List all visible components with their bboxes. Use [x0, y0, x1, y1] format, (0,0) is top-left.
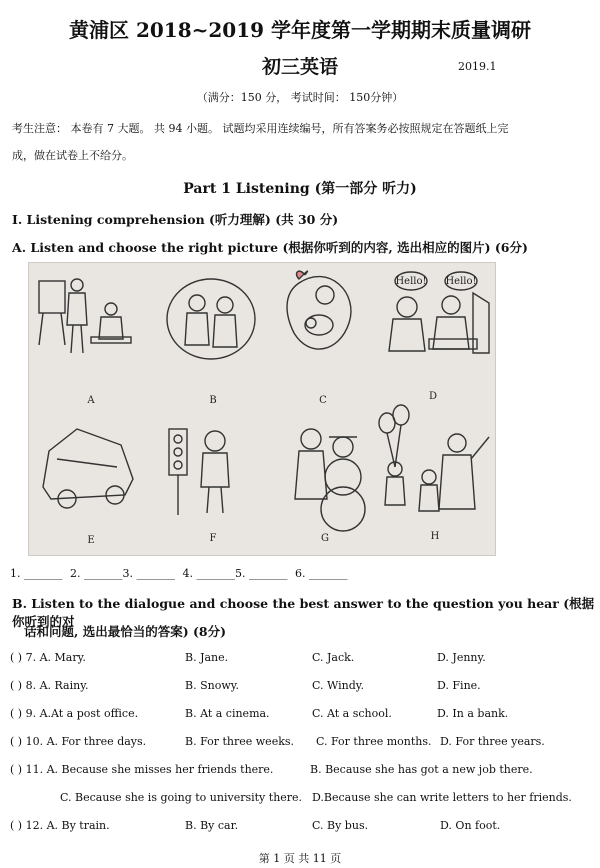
picture-panel	[28, 262, 496, 556]
notice-line-1: 考生注意： 本卷有 7 大题。 共 94 小题。 试题均采用连续编号，所有答案务必按照规定在答题纸上完	[12, 122, 509, 135]
question-11-option-b: B. Because she has got a new job there.	[310, 763, 533, 776]
exam-notice	[12, 115, 592, 169]
question-10	[10, 735, 545, 748]
question-10-option-d: D. For three years.	[440, 735, 545, 748]
question-8-stem: ( ) 8. A. Rainy.	[10, 679, 89, 692]
question-7-stem: ( ) 7. A. Mary.	[10, 651, 86, 664]
question-11-option-a: ( ) 11. A. Because she misses her friends there.	[10, 763, 274, 776]
exam-meta: （满分：150 分， 考试时间： 150分钟）	[196, 91, 404, 104]
question-11-cont	[60, 791, 572, 804]
exam-subtitle: 初三英语	[261, 56, 338, 78]
question-10-option-b: B. For three weeks.	[185, 735, 295, 748]
question-8-option-c: C. Windy.	[312, 679, 365, 692]
question-8-option-b: B. Snowy.	[185, 679, 239, 692]
picture-bubble-1: Hello!	[395, 276, 427, 287]
question-7-option-b: B. Jane.	[185, 651, 229, 664]
question-12-option-b: B. By car.	[185, 819, 239, 832]
page-footer: 第 1 页 共 11 页	[258, 852, 342, 865]
part-title: Part 1 Listening (第一部分 听力)	[183, 181, 417, 197]
question-11	[10, 763, 533, 776]
question-12-stem: ( ) 12. A. By train.	[10, 819, 110, 832]
picture-e	[43, 429, 133, 508]
question-10-option-c: C. For three months.	[316, 735, 432, 748]
section-1-heading: I. Listening comprehension (听力理解) (共 30 分)	[12, 212, 339, 227]
picture-label-d: D	[428, 391, 438, 402]
picture-label-g: G	[321, 533, 329, 544]
picture-label-e: E	[87, 535, 95, 546]
picture-label-b: B	[209, 395, 217, 406]
question-9-option-c: C. At a school.	[312, 707, 392, 720]
question-10-stem: ( ) 10. A. For three days.	[10, 735, 147, 748]
exam-date: 2019.1	[458, 60, 497, 73]
question-11-option-c: C. Because she is going to university there.	[60, 791, 303, 804]
answer-blank-4-5[interactable]: 4. _______5. _______	[182, 567, 288, 580]
question-8	[10, 679, 481, 692]
question-9-option-b: B. At a cinema.	[185, 707, 270, 720]
answer-blank-1[interactable]: 1. _______	[10, 567, 63, 580]
notice-line-2: 成，做在试卷上不给分。	[12, 149, 133, 162]
question-9-stem: ( ) 9. A.At a post office.	[10, 707, 139, 720]
question-8-option-d: D. Fine.	[437, 679, 481, 692]
picture-bubble-2: Hello!	[445, 276, 477, 287]
question-12-option-d: D. On foot.	[440, 819, 501, 832]
answer-blanks	[10, 567, 351, 580]
picture-g	[295, 429, 365, 531]
exam-title: 黄浦区 2018~2019 学年度第一学期期末质量调研	[68, 18, 531, 42]
question-9	[10, 707, 509, 720]
picture-label-h: H	[430, 531, 440, 542]
section-b-heading: B. Listen to the dialogue and choose the best answer to the question you hear (根据你听到的对	[12, 596, 595, 629]
picture-label-f: F	[209, 533, 217, 544]
picture-label-a: A	[87, 395, 95, 406]
question-7-option-c: C. Jack.	[312, 651, 355, 664]
question-11-option-d: D.Because she can write letters to her friends.	[312, 791, 572, 804]
answer-blank-2-3[interactable]: 2. _______3. _______	[70, 567, 175, 580]
picture-label-c: C	[319, 395, 327, 406]
answer-blank-6[interactable]: 6. _______	[294, 567, 348, 580]
question-12	[10, 819, 501, 832]
picture-drawings	[29, 263, 495, 555]
picture-h	[379, 405, 489, 511]
picture-a	[39, 279, 131, 353]
section-b-heading-cont: 话和问题, 选出最恰当的答案) (8分)	[24, 624, 226, 639]
picture-c	[287, 271, 351, 349]
question-9-option-d: D. In a bank.	[437, 707, 509, 720]
question-7-option-d: D. Jenny.	[437, 651, 486, 664]
question-7	[10, 651, 486, 664]
question-12-option-c: C. By bus.	[312, 819, 369, 832]
picture-f	[169, 429, 229, 515]
picture-b	[167, 279, 255, 359]
section-a-heading: A. Listen and choose the right picture (根据你听到的内容, 选出相应的图片) (6分)	[12, 240, 528, 255]
